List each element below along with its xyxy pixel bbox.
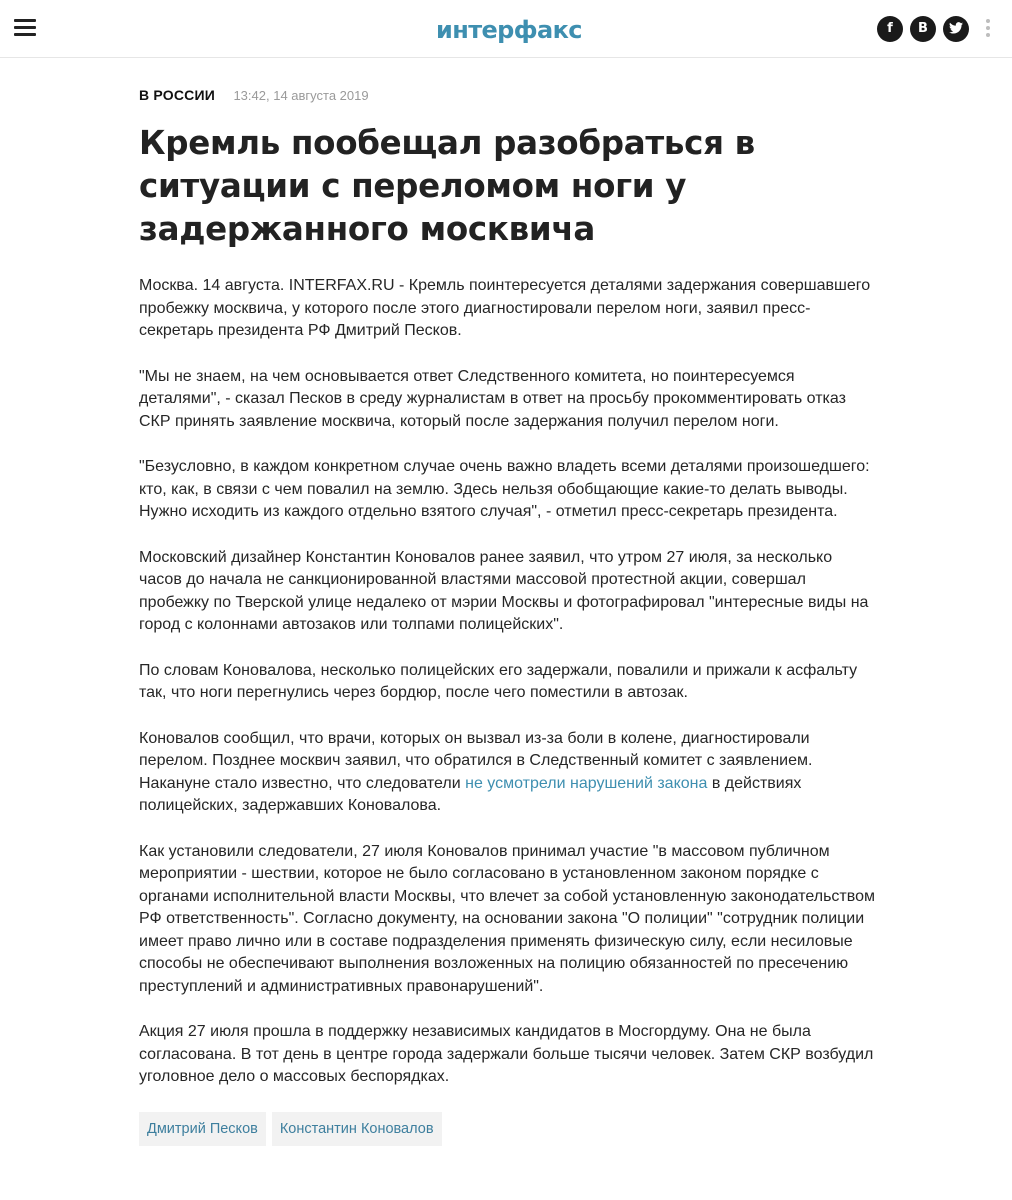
paragraph-1: Москва. 14 августа. INTERFAX.RU - Кремль поинтересуется деталями задержания совершавшего пробежку москвича, у которого после этого диагностировали перелом ноги, заявил пресс-секретарь президента РФ Дмитрий Песков. [139, 277, 871, 339]
article-meta [139, 84, 879, 106]
site-header [0, 0, 1012, 58]
more-vertical-icon[interactable] [985, 19, 991, 41]
article-title: Кремль пообещал разобраться в ситуации с переломом ноги у задержанного москвича [139, 124, 755, 248]
twitter-bird-glyph [949, 22, 963, 34]
tag-konstantin-konovalov[interactable]: Константин Коновалов [272, 1112, 442, 1146]
section-link[interactable]: В РОССИИ [139, 87, 215, 103]
vk-icon[interactable]: B [910, 16, 936, 42]
article-body [139, 275, 879, 1089]
site-logo[interactable]: интерфакс [436, 16, 582, 44]
paragraph-4: Московский дизайнер Константин Коновалов ранее заявил, что утром 27 июля, за несколько часов до начала не санкционированной властями массовой протестной акции, совершал пробежку по Тверской улице недалеко от мэрии Москвы и фотографировал "интересные виды на город с колоннами автозаков или толпами полицейских". [139, 548, 869, 633]
paragraph-6 [139, 728, 879, 818]
publish-datetime: 13:42, 14 августа 2019 [233, 88, 369, 103]
paragraph-6-text-before: Коновалов сообщил, что врачи, которых он вызвал из-за боли в колене, диагностировали перелом. Позднее москвич заявил, что обратился в Следственный комитет с заявлением. Накануне стало известно, что следователи [139, 729, 813, 792]
paragraph-2: "Мы не знаем, на чем основывается ответ Следственного комитета, но поинтересуемся деталями", - сказал Песков в среду журналистам в ответ на просьбу прокомментировать отказ СКР принять заявление москвича, который после задержания получил перелом ноги. [139, 367, 846, 430]
investigation-link[interactable]: не усмотрели нарушений закона [465, 774, 708, 792]
tag-dmitry-peskov[interactable]: Дмитрий Песков [139, 1112, 266, 1146]
paragraph-3: "Безусловно, в каждом конкретном случае очень важно владеть всеми деталями произошедшего: кто, как, в связи с чем повалил на землю. Здесь нельзя обобщающие какие-то делать выводы. Нужно исходить из каждого отдельно взятого случая", - отметил пресс-секретарь президента. [139, 458, 870, 520]
paragraph-8: Акция 27 июля прошла в поддержку независимых кандидатов в Мосгордуму. Она не была согласована. В тот день в центре города задержали больше тысячи человек. Затем СКР возбудил уголовное дело о массовых беспорядках. [139, 1023, 874, 1085]
facebook-icon[interactable]: f [877, 16, 903, 42]
tag-list [139, 1112, 879, 1146]
hamburger-menu-icon[interactable] [14, 19, 36, 37]
paragraph-7: Как установили следователи, 27 июля Коновалов принимал участие "в массовом публичном мероприятии - шествии, которое не было согласовано в установленном законом порядке с органами исполнительной власти Москвы, что влечет за собой установленную законодательством РФ ответственность". Согласно документу, на основании закона "О полиции" "сотрудник полиции имеет право лично или в составе подразделения применять физическую силу, если несиловые способы не обеспечивают выполнения возложенных на полицию обязанностей по пресечению преступлений и административных правонарушений". [139, 842, 875, 995]
paragraph-5: По словам Коновалова, несколько полицейских его задержали, повалили и прижали к асфальту так, что ноги перегнулись через бордюр, после чего поместили в автозак. [139, 661, 858, 701]
twitter-icon[interactable] [943, 16, 969, 42]
paragraph-6-text-after: в действиях полицейских, задержавших Коновалова. [139, 774, 802, 814]
article [139, 84, 879, 1146]
